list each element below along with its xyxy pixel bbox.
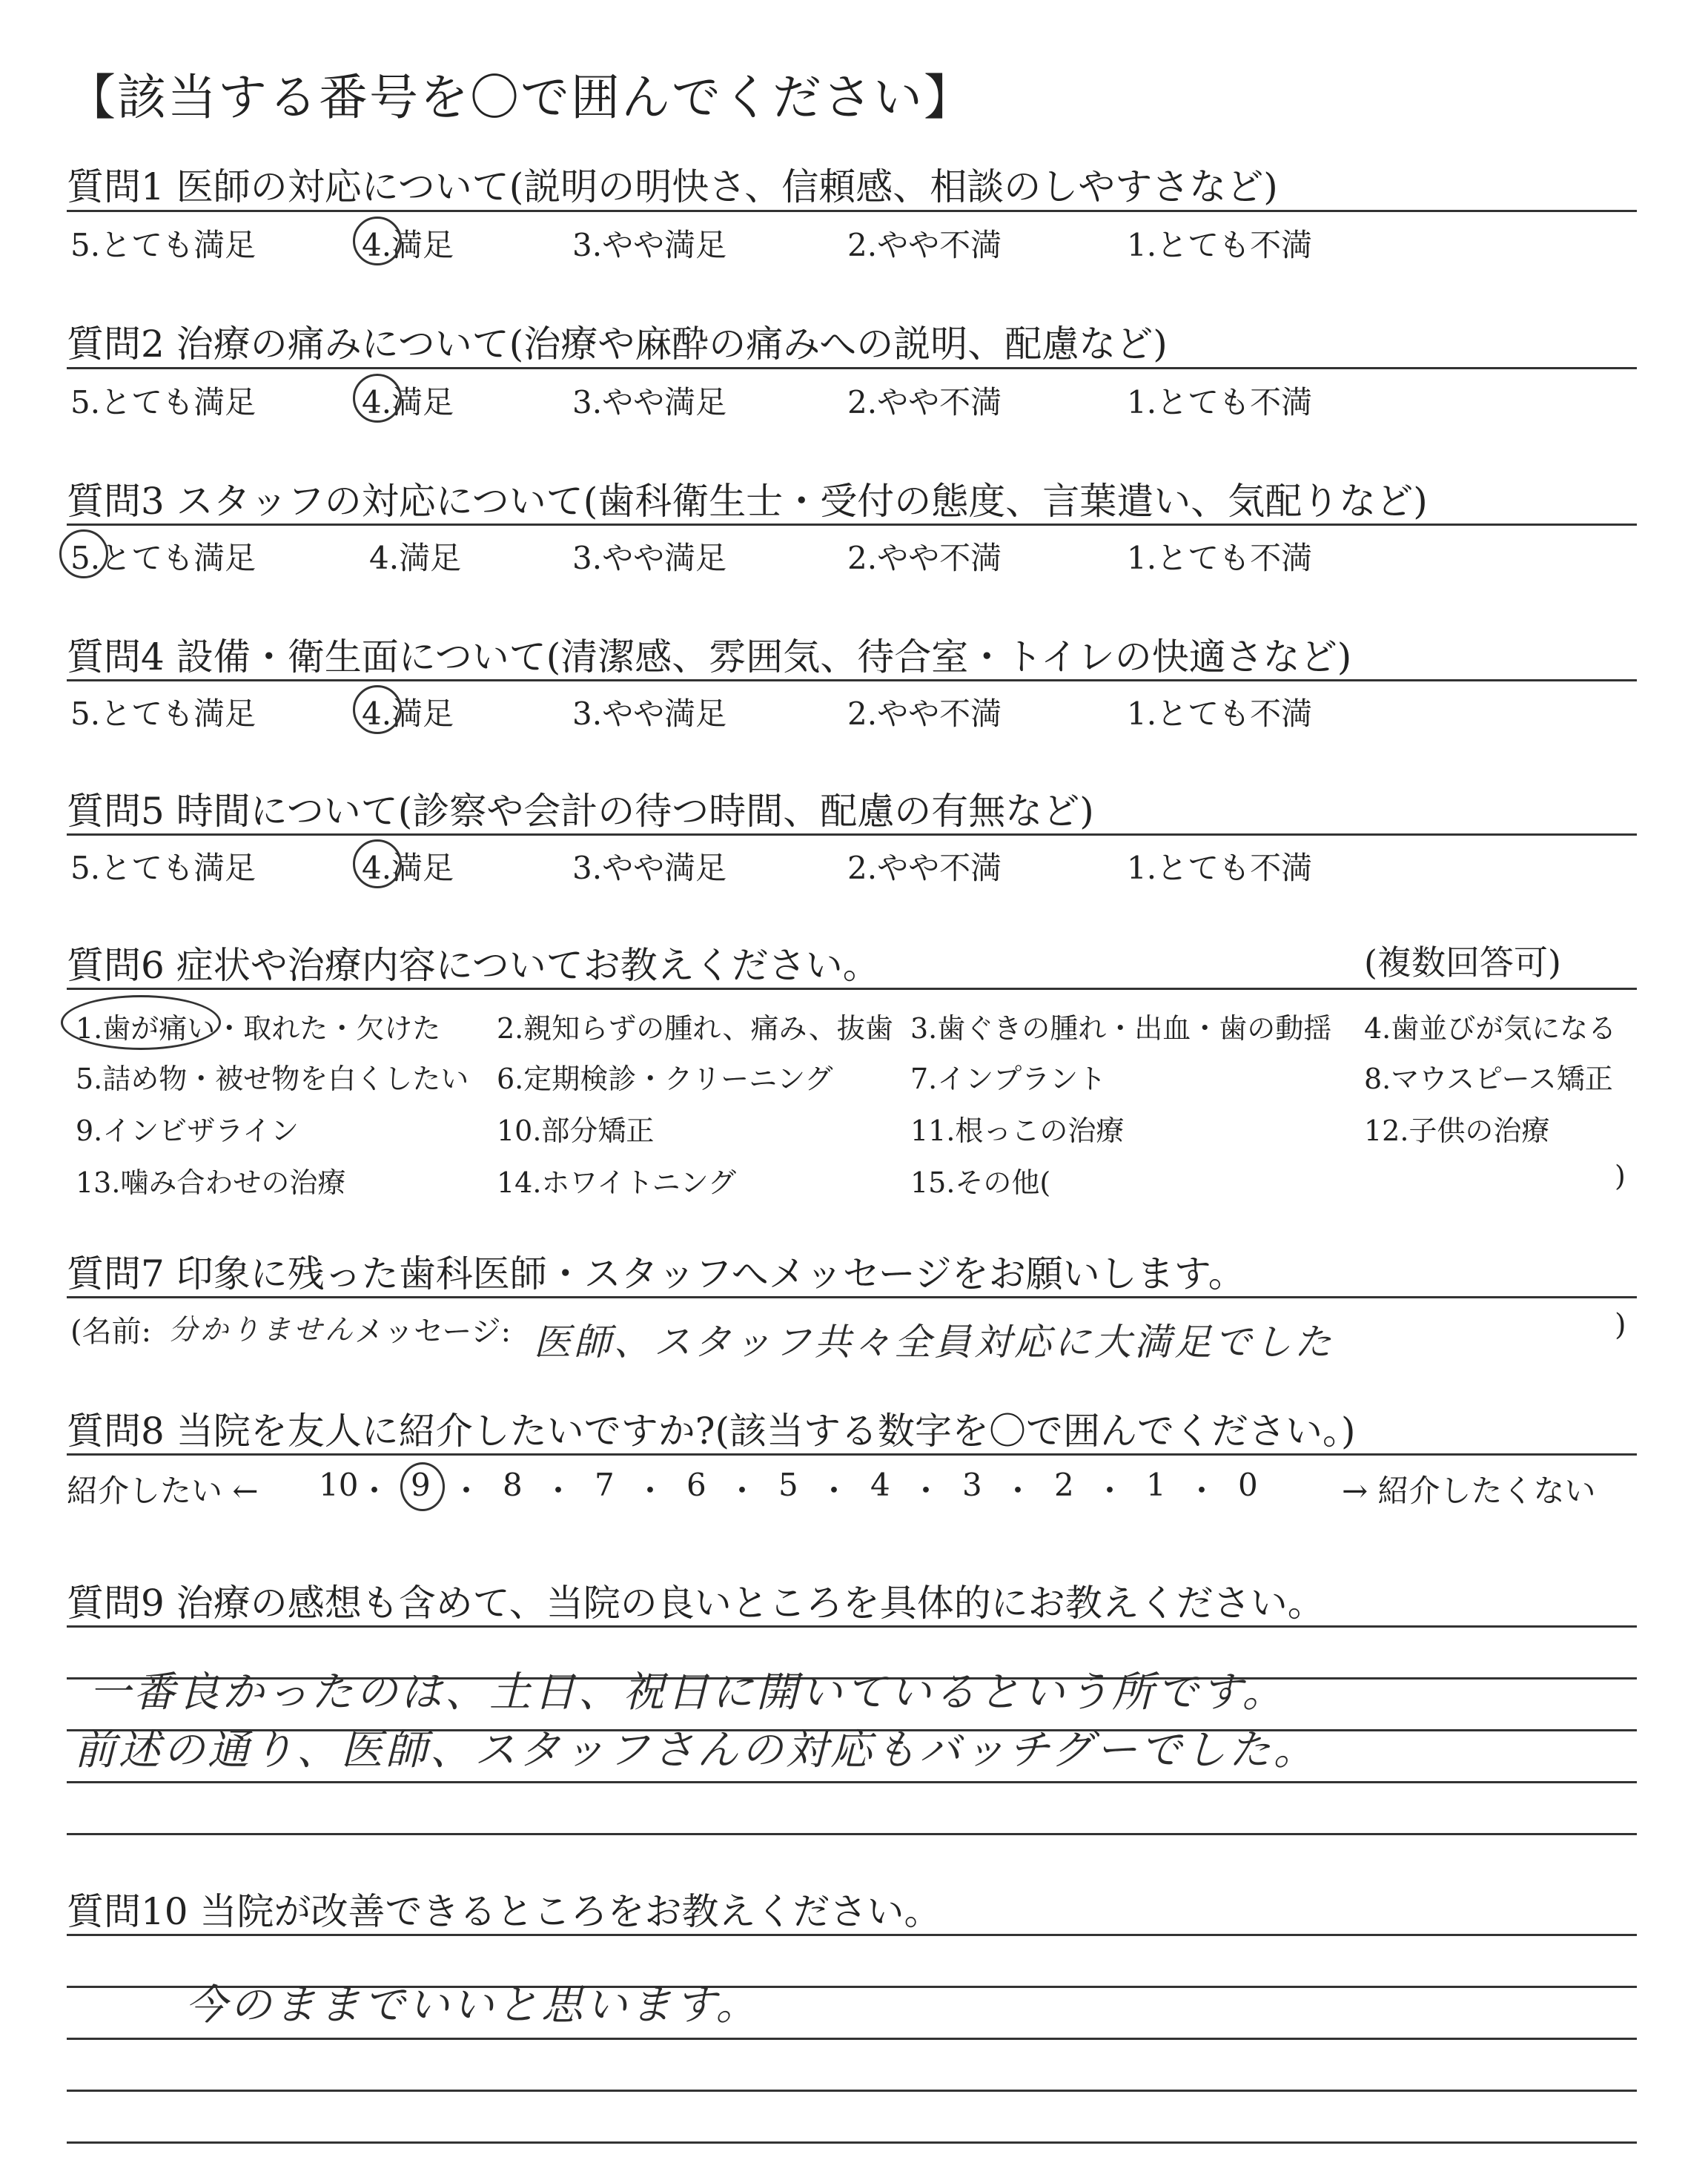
q8-left-label: 紹介したい ← [67, 1473, 259, 1509]
q8-scale-separator: ・ [818, 1473, 850, 1509]
q6-option-5[interactable]: 5.詰め物・被せ物を白くしたい [76, 1063, 469, 1095]
q6-option-2[interactable]: 2.親知らずの腫れ、痛み、抜歯 [497, 1012, 893, 1045]
q2-option-5[interactable]: 5.とても満足 [70, 384, 256, 420]
q7-rule [67, 1296, 1637, 1298]
q1-option-4[interactable]: 4.満足 [362, 227, 454, 263]
q8-scale-4[interactable]: 4 [870, 1467, 890, 1503]
q6-option-4[interactable]: 4.歯並びが気になる [1364, 1012, 1617, 1045]
q10-title: 質問10 当院が改善できるところをお教えください。 [67, 1890, 941, 1933]
q5-option-4[interactable]: 4.満足 [362, 850, 454, 886]
q9-answer-line-2[interactable]: 前述の通り、医師、スタッフさんの対応もバッチグーでした。 [74, 1726, 1318, 1774]
q3-rule [67, 524, 1637, 526]
q2-option-4[interactable]: 4.満足 [362, 384, 454, 420]
q6-option-8[interactable]: 8.マウスピース矯正 [1364, 1063, 1613, 1095]
q8-scale-8[interactable]: 8 [503, 1467, 523, 1503]
q8-scale-separator: ・ [359, 1473, 391, 1509]
q3-selection-circle [59, 529, 108, 578]
q4-rule [67, 679, 1637, 681]
q6-option-12[interactable]: 12.子供の治療 [1364, 1114, 1550, 1147]
q4-title: 質問4 設備・衛生面について(清潔感、雰囲気、待合室・トイレの快適さなど) [67, 635, 1352, 678]
q8-right-label: → 紹介したくない [1342, 1473, 1596, 1509]
q4-selection-circle [353, 685, 402, 734]
q5-selection-circle [353, 839, 402, 888]
q1-option-2[interactable]: 2.やや不満 [847, 227, 1002, 263]
q8-scale-separator: ・ [726, 1473, 758, 1509]
q8-scale-separator: ・ [1186, 1473, 1218, 1509]
q8-scale-separator: ・ [1002, 1473, 1034, 1509]
q8-scale-0[interactable]: 0 [1238, 1467, 1258, 1503]
q6-option-11[interactable]: 11.根っこの治療 [910, 1114, 1125, 1147]
q10-rule-4 [67, 2090, 1637, 2092]
q9-rule-1 [67, 1625, 1637, 1628]
q5-option-3[interactable]: 3.やや満足 [572, 850, 727, 886]
q5-title: 質問5 時間について(診察や会計の待つ時間、配慮の有無など) [67, 790, 1094, 833]
q6-title: 質問6 症状や治療内容についてお教えください。 [67, 944, 880, 987]
q6-option-7[interactable]: 7.インプラント [910, 1063, 1107, 1095]
q8-scale-1[interactable]: 1 [1146, 1467, 1166, 1503]
q8-scale-separator: ・ [451, 1473, 483, 1509]
q3-option-4[interactable]: 4.満足 [369, 540, 462, 576]
q8-scale-10[interactable]: 10 [319, 1467, 359, 1503]
form-title: 【該当する番号を〇で囲んでください】 [67, 69, 974, 126]
q4-option-2[interactable]: 2.やや不満 [847, 696, 1002, 732]
q1-rule [67, 210, 1637, 212]
q4-option-4[interactable]: 4.満足 [362, 696, 454, 732]
q4-option-5[interactable]: 5.とても満足 [70, 696, 256, 732]
q6-option-14[interactable]: 14.ホワイトニング [497, 1166, 737, 1199]
q5-option-2[interactable]: 2.やや不満 [847, 850, 1002, 886]
q3-option-1[interactable]: 1.とても不満 [1127, 540, 1313, 576]
q8-scale-separator: ・ [543, 1473, 575, 1509]
q6-option-9[interactable]: 9.インビザライン [76, 1114, 299, 1147]
q1-option-5[interactable]: 5.とても満足 [70, 227, 256, 263]
q8-scale-separator: ・ [1094, 1473, 1126, 1509]
q7-message-label: メッセージ: [354, 1315, 512, 1349]
q10-rule-5 [67, 2141, 1637, 2144]
q10-answer-line-1[interactable]: 今のままでいいと思います。 [185, 1981, 761, 2029]
q9-rule-4 [67, 1781, 1637, 1783]
q3-option-5[interactable]: 5.とても満足 [70, 540, 256, 576]
q5-option-1[interactable]: 1.とても不満 [1127, 850, 1313, 886]
q5-option-5[interactable]: 5.とても満足 [70, 850, 256, 886]
q7-close-paren: ) [1615, 1308, 1626, 1342]
q6-option-1[interactable]: 1.歯が痛い・取れた・欠けた [76, 1012, 441, 1045]
q9-rule-5 [67, 1833, 1637, 1835]
q6-option-13[interactable]: 13.噛み合わせの治療 [76, 1166, 346, 1199]
q8-scale-separator: ・ [635, 1473, 666, 1509]
q2-option-3[interactable]: 3.やや満足 [572, 384, 727, 420]
q7-name-label: (名前: [70, 1315, 152, 1349]
q7-title: 質問7 印象に残った歯科医師・スタッフへメッセージをお願いします。 [67, 1252, 1245, 1295]
q8-rule [67, 1453, 1637, 1456]
q10-rule-3 [67, 2038, 1637, 2040]
q5-rule [67, 833, 1637, 836]
q3-option-2[interactable]: 2.やや不満 [847, 540, 1002, 576]
q8-scale-6[interactable]: 6 [686, 1467, 706, 1503]
q8-scale-2[interactable]: 2 [1054, 1467, 1074, 1503]
q6-option-3[interactable]: 3.歯ぐきの腫れ・出血・歯の動揺 [910, 1012, 1332, 1045]
q4-option-1[interactable]: 1.とても不満 [1127, 696, 1313, 732]
q4-option-3[interactable]: 3.やや満足 [572, 696, 727, 732]
q3-option-3[interactable]: 3.やや満足 [572, 540, 727, 576]
q3-title: 質問3 スタッフの対応について(歯科衛生士・受付の態度、言葉遣い、気配りなど) [67, 480, 1428, 523]
q8-scale [319, 1467, 1327, 1508]
q8-scale-separator: ・ [910, 1473, 942, 1509]
q8-title: 質問8 当院を友人に紹介したいですか?(該当する数字を〇で囲んでください。) [67, 1410, 1356, 1453]
q8-selection-circle [400, 1462, 445, 1511]
q1-option-3[interactable]: 3.やや満足 [572, 227, 727, 263]
q7-name-value[interactable]: 分かりません [169, 1313, 357, 1346]
q2-option-2[interactable]: 2.やや不満 [847, 384, 1002, 420]
q6-selection-circle [61, 995, 221, 1050]
q8-scale-5[interactable]: 5 [778, 1467, 798, 1503]
q6-option-10[interactable]: 10.部分矯正 [497, 1114, 655, 1147]
q6-rule [67, 988, 1637, 990]
q9-answer-line-1[interactable]: 一番良かったのは、土日、祝日に開いているという所です。 [89, 1668, 1287, 1717]
q6-option-6[interactable]: 6.定期検診・クリーニング [497, 1063, 833, 1095]
q1-selection-circle [353, 217, 402, 265]
q7-message-value[interactable]: 医師、スタッフ共々全員対応に大満足でした [534, 1321, 1334, 1364]
q1-option-1[interactable]: 1.とても不満 [1127, 227, 1313, 263]
q8-scale-3[interactable]: 3 [962, 1467, 982, 1503]
q2-title: 質問2 治療の痛みについて(治療や麻酔の痛みへの説明、配慮など) [67, 323, 1168, 366]
q2-rule [67, 367, 1637, 369]
q6-option-15[interactable]: 15.その他( [910, 1166, 1051, 1199]
q1-title: 質問1 医師の対応について(説明の明快さ、信頼感、相談のしやすさなど) [67, 165, 1278, 208]
q2-selection-circle [353, 374, 402, 423]
q6-note: (複数回答可) [1364, 942, 1561, 982]
q10-rule-1 [67, 1934, 1637, 1936]
q2-option-1[interactable]: 1.とても不満 [1127, 384, 1313, 420]
q9-title: 質問9 治療の感想も含めて、当院の良いところを具体的にお教えください。 [67, 1582, 1325, 1625]
q8-scale-7[interactable]: 7 [595, 1467, 615, 1503]
q8-scale-9[interactable]: 9 [411, 1467, 431, 1503]
q6-option-15-close: ) [1615, 1160, 1626, 1192]
